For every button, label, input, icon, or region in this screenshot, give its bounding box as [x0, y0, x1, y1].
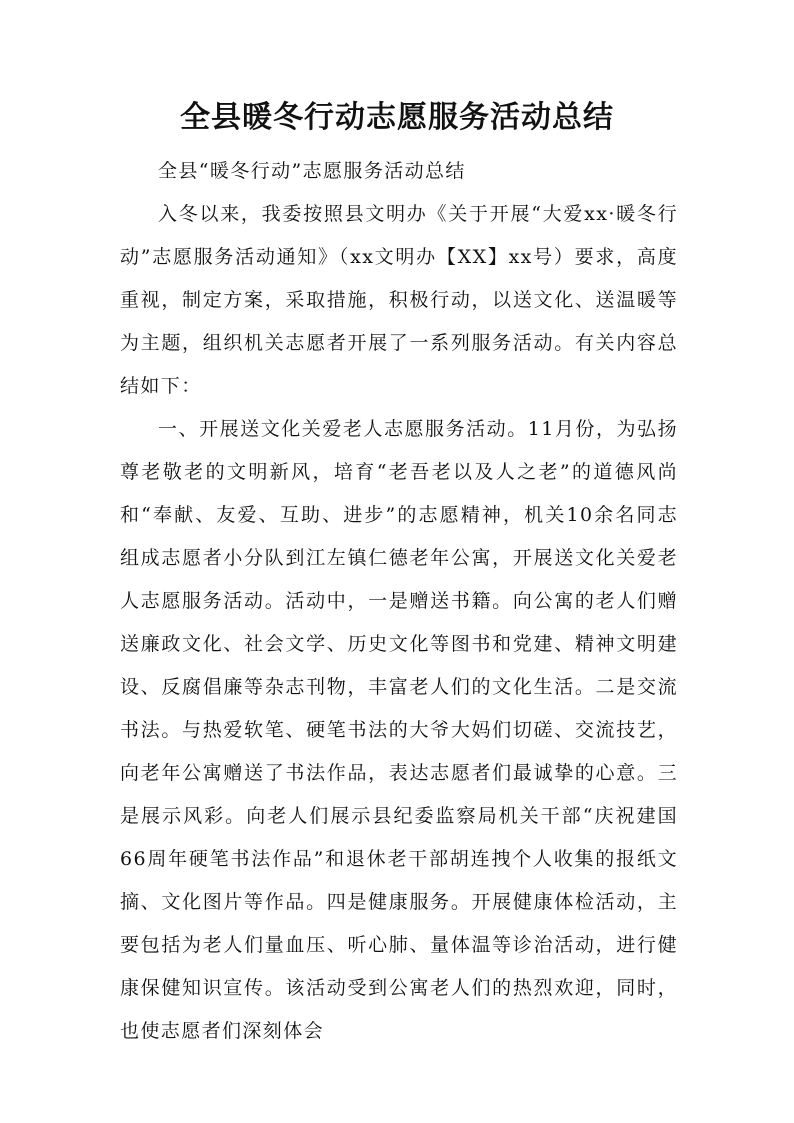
section-one-paragraph: 一、开展送文化关爱老人志愿服务活动。11月份，为弘扬尊老敬老的文明新风，培育“老吾老以及人之老”的道德风尚和“奉献、友爱、互助、进步”的志愿精神，机关10余名同志组成志愿者小分队到江左镇仁德老年公寓，开展送文化关爱老人志愿服务活动。活动中，一是赠送书籍。向公寓的老人们赠送廉政文化、社会文学、历史文化等图书和党建、精神文明建设、反腐倡廉等杂志刊物，丰富老人们的文化生活。二是交流书法。与热爱软笔、硬笔书法的大爷大妈们切磋、交流技艺，向老年公寓赠送了书法作品，表达志愿者们最诚挚的心意。三是展示风彩。向老人们展示县纪委监察局机关干部“庆祝建国66周年硬笔书法作品”和退休老干部胡连拽个人收集的报纸文摘、文化图片等作品。四是健康服务。开展健康体检活动，主要包括为老人们量血压、听心肺、量体温等诊治活动，进行健康保健知识宣传。该活动受到公寓老人们的热烈欢迎，同时，也使志愿者们深刻体会 [120, 418, 678, 1042]
subtitle-paragraph: 全县“暖冬行动”志愿服务活动总结 [158, 160, 466, 182]
document-title: 全县暖冬行动志愿服务活动总结 [180, 100, 614, 135]
document-body [120, 150, 678, 1053]
intro-paragraph: 入冬以来，我委按照县文明办《关于开展“大爱xx·暖冬行动”志愿服务活动通知》（xx文明办【XX】xx号）要求，高度重视，制定方案，采取措施，积极行动，以送文化、送温暖等为主题，组织机关志愿者开展了一系列服务活动。有关内容总结如下： [120, 203, 678, 397]
